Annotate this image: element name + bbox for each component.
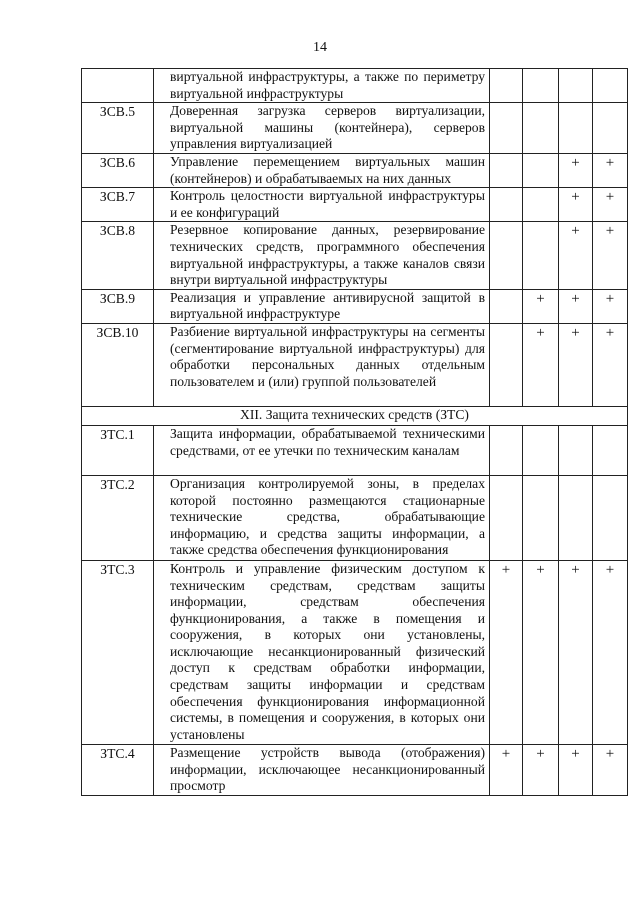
protection-level-4-mark [593, 475, 628, 560]
table-row [82, 744, 628, 795]
protection-level-4-mark [593, 69, 628, 103]
table-row [82, 69, 628, 103]
protection-level-4-mark: + [593, 323, 628, 406]
requirements-table [81, 68, 628, 796]
table-row [82, 188, 628, 222]
measure-code: ЗТС.4 [82, 744, 154, 795]
protection-level-3-mark: + [559, 222, 593, 289]
protection-level-1-mark [490, 69, 523, 103]
table-row [82, 560, 628, 744]
measure-description: Размещение устройств вывода (отображения) информации, исключающее несанкционированный просмотр [154, 744, 490, 795]
measure-description: Реализация и управление антивирусной защитой в виртуальной инфраструктуре [154, 289, 490, 323]
protection-level-3-mark [559, 69, 593, 103]
measure-description: Разбиение виртуальной инфраструктуры на сегменты (сегментирование виртуальной инфраструктуры) для обработки персональных данных отдельным пользователем и (или) группой пользователей [154, 323, 490, 406]
measure-description: Доверенная загрузка серверов виртуализации, виртуальной машины (контейнера), серверов управления виртуализацией [154, 103, 490, 154]
protection-level-2-mark: + [523, 323, 559, 406]
protection-level-2-mark [523, 69, 559, 103]
measure-code: ЗТС.3 [82, 560, 154, 744]
protection-level-3-mark [559, 475, 593, 560]
protection-level-4-mark: + [593, 289, 628, 323]
protection-level-1-mark [490, 188, 523, 222]
protection-level-3-mark: + [559, 153, 593, 187]
protection-level-1-mark: + [490, 560, 523, 744]
measure-description: Управление перемещением виртуальных машин (контейнеров) и обрабатываемых на них данных [154, 153, 490, 187]
protection-level-3-mark [559, 103, 593, 154]
table-row [82, 425, 628, 475]
protection-level-2-mark [523, 153, 559, 187]
measure-code [82, 69, 154, 103]
measure-code: ЗСВ.5 [82, 103, 154, 154]
protection-level-1-mark [490, 323, 523, 406]
measure-code: ЗСВ.8 [82, 222, 154, 289]
page-number: 14 [313, 40, 327, 55]
measure-code: ЗСВ.6 [82, 153, 154, 187]
protection-level-4-mark: + [593, 188, 628, 222]
protection-level-4-mark: + [593, 744, 628, 795]
protection-level-1-mark: + [490, 744, 523, 795]
measure-description: Резервное копирование данных, резервирование технических средств, программного обеспечения виртуальной инфраструктуры, а также каналов связи внутри виртуальной инфраструктуры [154, 222, 490, 289]
protection-level-3-mark: + [559, 289, 593, 323]
protection-level-2-mark: + [523, 289, 559, 323]
protection-level-3-mark: + [559, 744, 593, 795]
protection-level-1-mark [490, 103, 523, 154]
protection-level-2-mark [523, 475, 559, 560]
section-title: XII. Защита технических средств (ЗТС) [240, 406, 469, 422]
measure-code: ЗТС.1 [82, 425, 154, 475]
protection-level-2-mark [523, 222, 559, 289]
measure-code: ЗСВ.7 [82, 188, 154, 222]
section-header-row [82, 406, 628, 425]
section-title-cell [82, 406, 628, 425]
measure-description: Контроль целостности виртуальной инфраструктуры и ее конфигураций [154, 188, 490, 222]
protection-level-2-mark: + [523, 560, 559, 744]
requirements-table-body [82, 69, 628, 796]
protection-level-3-mark [559, 425, 593, 475]
protection-level-2-mark: + [523, 744, 559, 795]
protection-level-3-mark: + [559, 323, 593, 406]
protection-level-1-mark [490, 425, 523, 475]
protection-level-4-mark: + [593, 560, 628, 744]
protection-level-3-mark: + [559, 188, 593, 222]
protection-level-4-mark [593, 425, 628, 475]
table-row [82, 289, 628, 323]
protection-level-3-mark: + [559, 560, 593, 744]
measure-code: ЗТС.2 [82, 475, 154, 560]
protection-level-4-mark: + [593, 222, 628, 289]
table-row [82, 153, 628, 187]
measure-code: ЗСВ.10 [82, 323, 154, 406]
measure-description: Контроль и управление физическим доступом к техническим средствам, средствам защиты информации, средствам обеспечения функционирования, а также в помещения и сооружения, в которых они установлены, исключающие несанкционированный физический доступ к средствам обработки информации, средствам защиты информации и средствам обеспечения функционирования информационной системы, в помещения и сооружения, в которых они установлены [154, 560, 490, 744]
protection-level-2-mark [523, 188, 559, 222]
measure-description: виртуальной инфраструктуры, а также по периметру виртуальной инфраструктуры [154, 69, 490, 103]
protection-level-4-mark: + [593, 153, 628, 187]
protection-level-1-mark [490, 289, 523, 323]
table-row [82, 103, 628, 154]
protection-level-1-mark [490, 153, 523, 187]
protection-level-1-mark [490, 222, 523, 289]
protection-level-2-mark [523, 103, 559, 154]
protection-level-1-mark [490, 475, 523, 560]
protection-level-4-mark [593, 103, 628, 154]
table-row [82, 323, 628, 406]
measure-description: Организация контролируемой зоны, в пределах которой постоянно размещаются стационарные технические средства, обрабатывающие информацию, и средства защиты информации, а также средства обеспечения функционирования [154, 475, 490, 560]
measure-description: Защита информации, обрабатываемой техническими средствами, от ее утечки по техническим каналам [154, 425, 490, 475]
protection-level-2-mark [523, 425, 559, 475]
measure-code: ЗСВ.9 [82, 289, 154, 323]
table-row [82, 475, 628, 560]
table-row [82, 222, 628, 289]
